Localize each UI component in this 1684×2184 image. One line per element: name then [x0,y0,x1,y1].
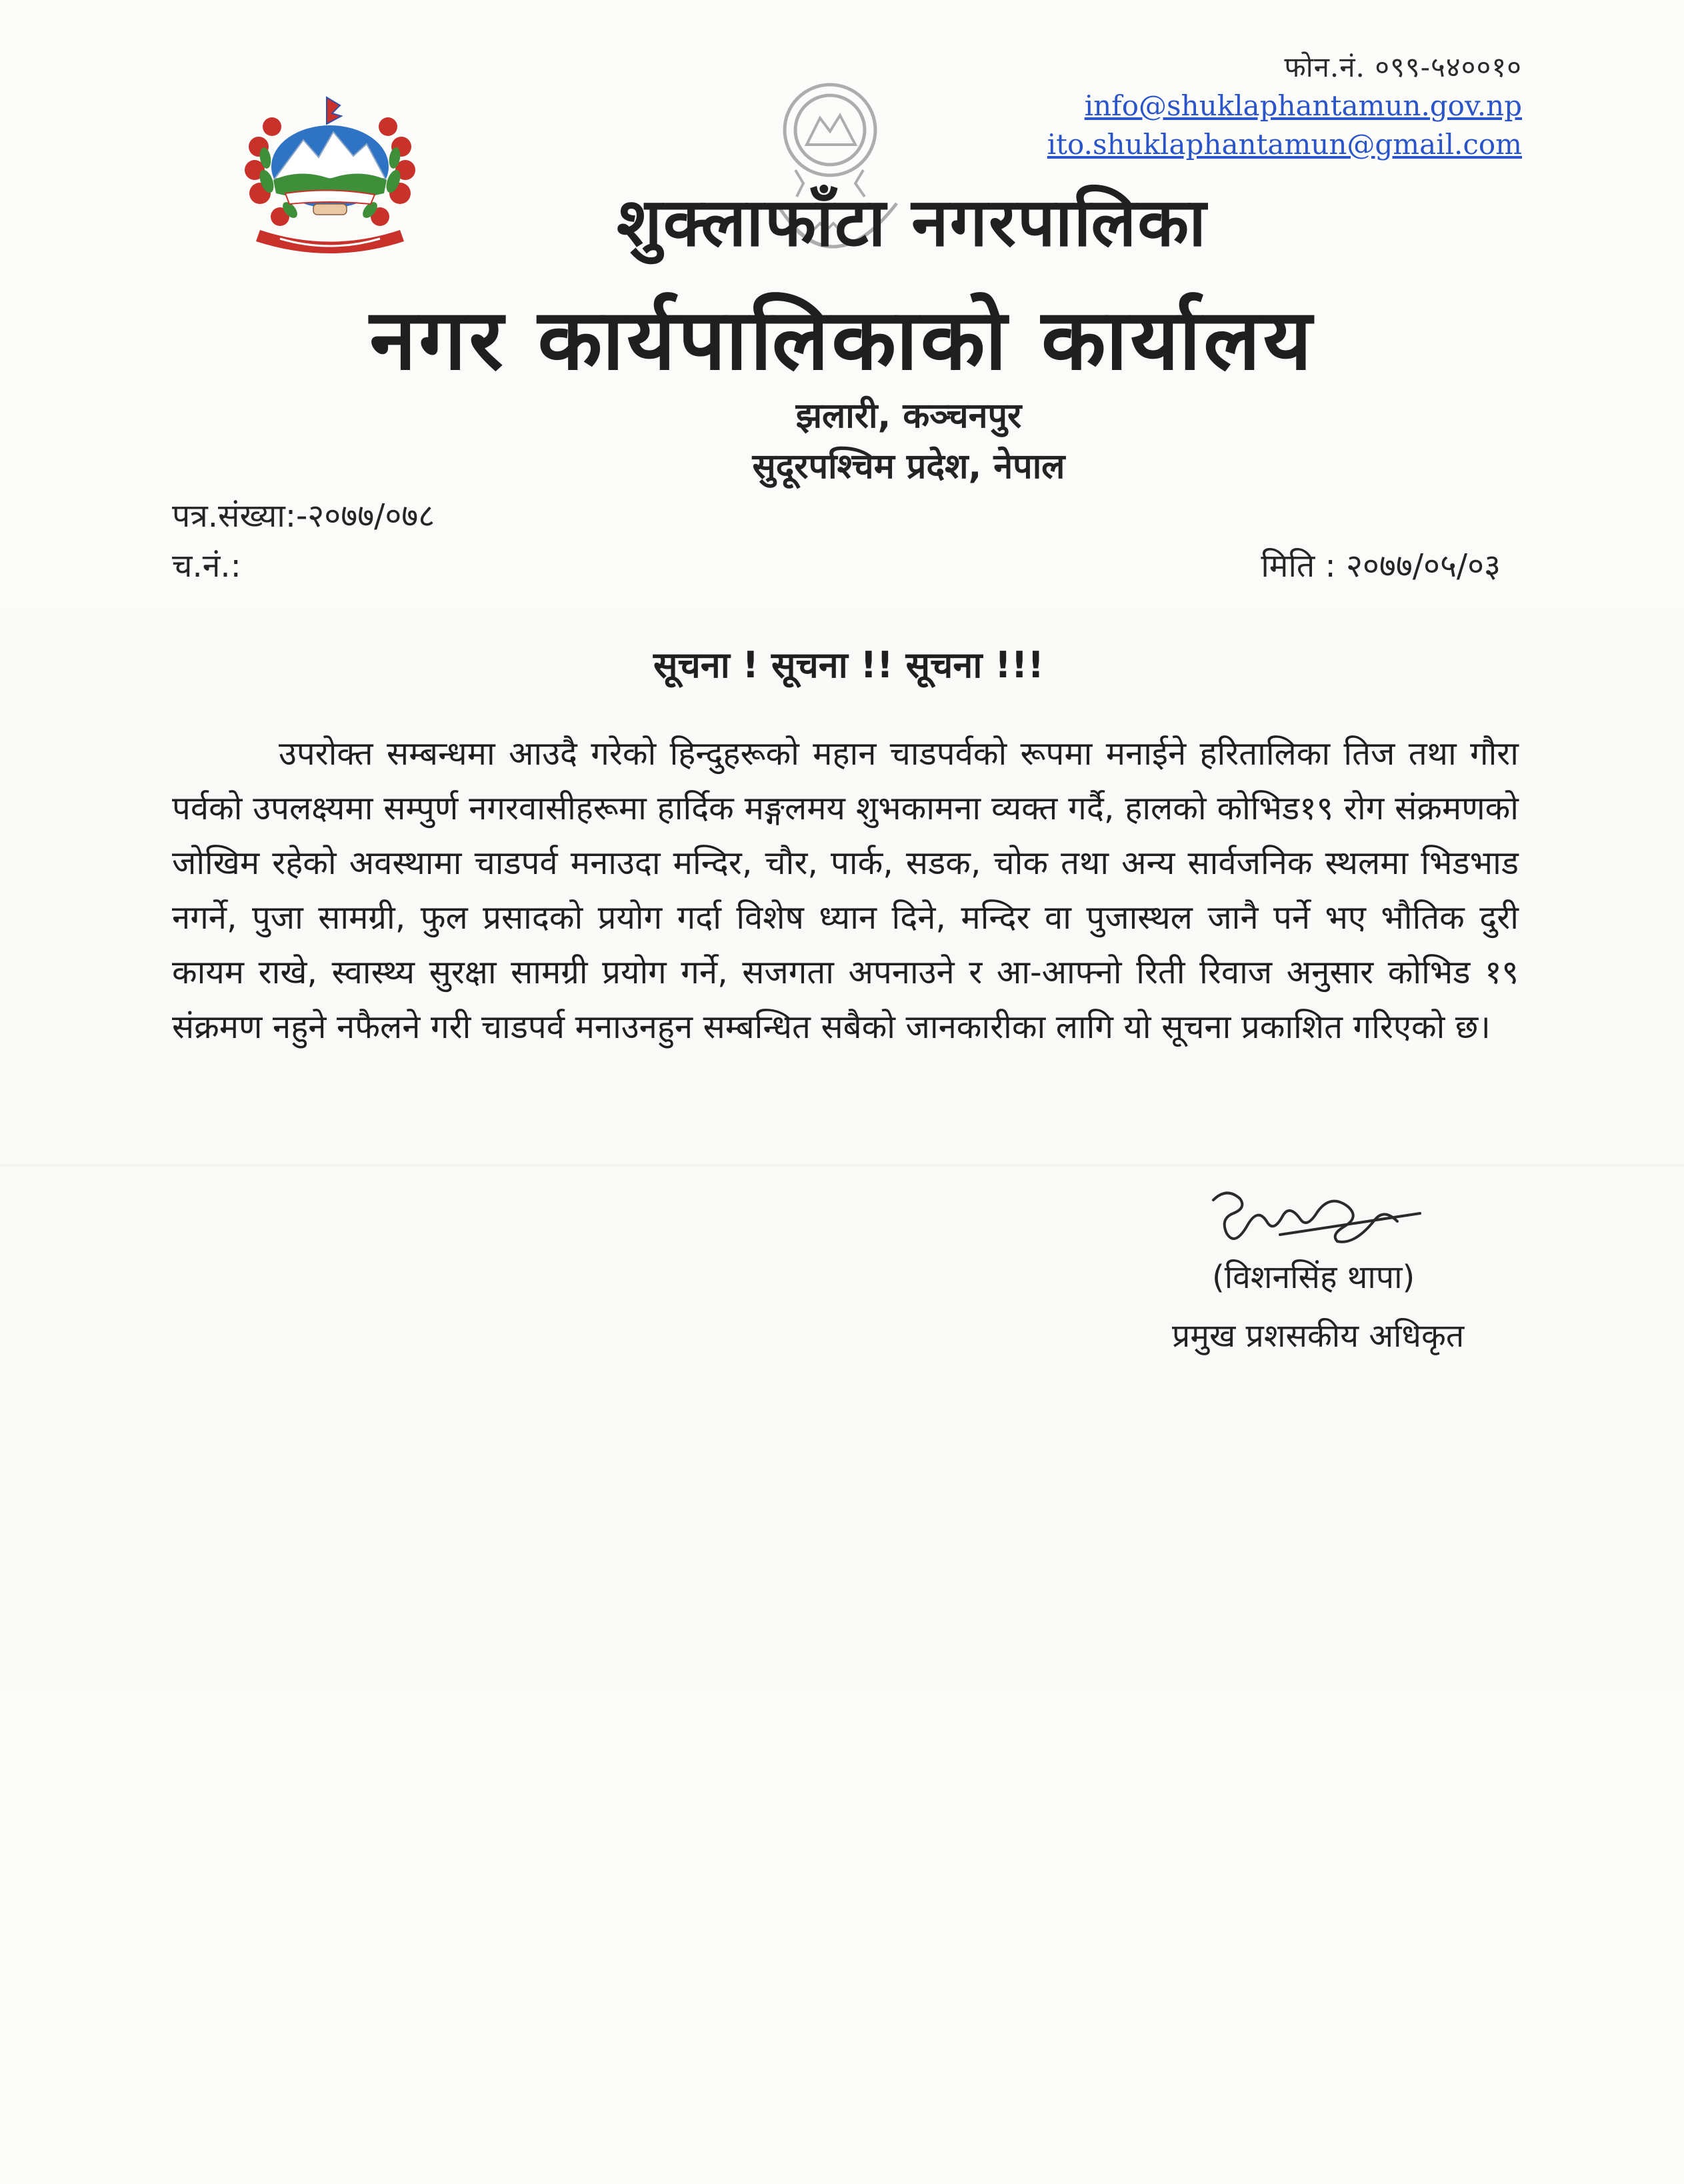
letter-date: मिति : २०७७/०५/०३ [1261,547,1501,585]
address-line-2: सुदूरपश्चिम प्रदेश, नेपाल [752,447,1065,487]
phone-number: फोन.नं. ०९९-५४००१० [1284,51,1522,83]
signatory-designation: प्रमुख प्रशसकीय अधिकृत [1172,1317,1465,1355]
office-name: नगर कार्यपालिकाको कार्यालय [369,291,1315,389]
signatory-name: (विशनसिंह थापा) [1212,1259,1415,1296]
contact-block [1047,48,1522,164]
email-link-primary[interactable]: info@shuklaphantamun.gov.np [1084,89,1522,122]
letter-number: पत्र.संख्या:-२०७७/०७८ [172,497,435,535]
address-line-1: झलारी, कञ्चनपुर [795,396,1022,436]
paper-fold-line [0,1163,1684,1167]
notice-body: उपरोक्त सम्बन्धमा आउदै गरेको हिन्दुहरूको महान चाडपर्वको रूपमा मनाईने हरितालिका तिज तथा गौरा पर्वको उपलक्ष्यमा सम्पुर्ण नगरवासीहरूमा हार्दिक मङ्गलमय शुभकामना व्यक्त गर्दै, हालको कोभिड१९ रोग संक्रमणको जोखिम रहेको अवस्थामा चाडपर्व मनाउदा मन्दिर, चौर, पार्क, सडक, चोक तथा अन्य सार्वजनिक स्थलमा भिडभाड नगर्ने, पुजा सामग्री, फुल प्रसादको प्रयोग गर्दा विशेष ध्यान दिने, मन्दिर वा पुजास्थल जानै पर्ने भए भौतिक दुरी कायम राखे, स्वास्थ्य सुरक्षा सामग्री प्रयोग गर्ने, सजगता अपनाउने र आ-आफ्नो रिती रिवाज अनुसार कोभिड १९ संक्रमण नहुने नफैलने गरी चाडपर्व मनाउनहुन सम्बन्धित सबैको जानकारीका लागि यो सूचना प्रकाशित गरिएको छ। [172,735,1519,1046]
municipality-name: शुक्लाफाँटा नगरपालिका [616,183,1208,261]
notice-title: सूचना ! सूचना !! सूचना !!! [653,644,1044,686]
email-link-secondary[interactable]: ito.shuklaphantamun@gmail.com [1047,128,1522,161]
dispatch-number: च.नं.: [172,547,241,585]
